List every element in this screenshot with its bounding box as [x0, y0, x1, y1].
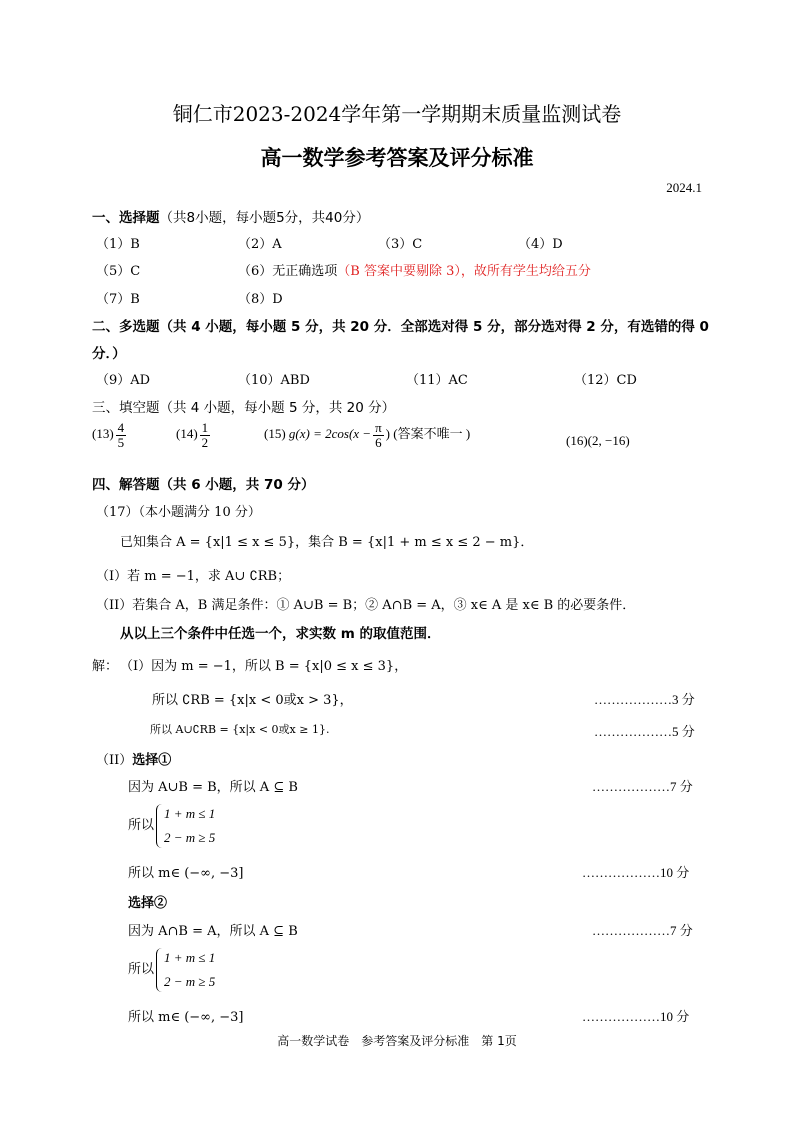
- choice2-result: 所以 m∈ (−∞, −3]: [128, 1010, 244, 1025]
- solution-line2: 所以 ∁RB = {x|x < 0或x > 3}，: [152, 693, 353, 708]
- solution-prefix: 解：: [92, 659, 119, 674]
- section3-heading: 三、填空题（共 4 小题，每小题 5 分，共 20 分）: [92, 400, 396, 416]
- answer-q14: [176, 421, 212, 449]
- answer-q9: （9）AD: [96, 373, 151, 388]
- choice1-line1: 因为 A∪B = B，所以 A ⊆ B: [128, 780, 298, 795]
- section2-heading-line1: 二、多选题（共 4 小题，每小题 5 分，共 20 分．全部选对得 5 分，部分选对得 2 分，有选错的得 0: [92, 319, 709, 335]
- answer-q16: [566, 433, 630, 449]
- score-3: ………………3 分: [594, 692, 695, 707]
- choice1-result: 所以 m∈ (−∞, −3]: [128, 866, 244, 881]
- answer-q6-text: （6）无正确选项: [238, 264, 338, 279]
- section1-title: 一、选择题: [92, 210, 160, 226]
- answer-q12: （12）CD: [574, 373, 637, 388]
- q15-label: (15): [264, 426, 286, 442]
- q17-part2: （II）若集合 A，B 满足条件：① A∪B = B；② A∩B = A，③ x∈ A 是 x∈ B 的必要条件．: [96, 598, 636, 613]
- answer-q1: （1）B: [96, 237, 140, 252]
- score-5: ………………5 分: [594, 724, 695, 739]
- q17-given: 已知集合 A = {x|1 ≤ x ≤ 5}，集合 B = {x|1 + m ≤ x ≤ 2 − m}．: [120, 535, 534, 550]
- choice2-suoyi: 所以: [128, 960, 155, 976]
- answer-key-title: 高一数学参考答案及评分标准: [260, 146, 534, 170]
- q14-denominator: 2: [201, 434, 209, 450]
- answer-q13: [92, 421, 128, 449]
- answer-q10: （10）ABD: [238, 373, 310, 388]
- exam-title: 铜仁市2023-2024学年第一学期期末质量监测试卷: [172, 102, 622, 126]
- answer-q6: [238, 260, 591, 279]
- section4-heading: 四、解答题（共 6 小题，共 70 分）: [92, 477, 315, 493]
- choice2-system: [128, 946, 215, 994]
- answer-q8: （8）D: [238, 292, 283, 307]
- answer-q2: （2）A: [238, 237, 282, 252]
- answer-q11: （11）AC: [406, 373, 468, 388]
- part2-label: （II）: [96, 753, 133, 768]
- answer-q6-note: （B 答案中要剔除 3），故所有学生均给五分: [337, 264, 591, 279]
- answer-q7: （7）B: [96, 292, 140, 307]
- answer-q3: （3）C: [378, 237, 423, 252]
- q17-part1: （I）若 m = −1，求 A∪ ∁RB；: [96, 569, 291, 584]
- q15-denominator: 6: [375, 434, 382, 450]
- choice2-ineq1: 1 + m ≤ 1: [164, 950, 216, 965]
- q17-choose-instruction: 从以上三个条件中任选一个，求实数 m 的取值范围．: [120, 626, 441, 642]
- q15-expression: g(x) = 2cos(x −: [288, 426, 372, 442]
- score-10-choice2: ………………10 分: [582, 1009, 690, 1024]
- section1-note: （共8小题，每小题5分，共40分）: [159, 210, 370, 226]
- q15-numerator: π: [375, 420, 382, 435]
- score-7-choice1: ………………7 分: [592, 779, 693, 794]
- choice1-ineq1: 1 + m ≤ 1: [164, 806, 216, 821]
- score-10-choice1: ………………10 分: [582, 865, 690, 880]
- q15-fraction: [373, 421, 384, 449]
- q13-numerator: 4: [117, 420, 125, 435]
- q13-denominator: 5: [117, 434, 125, 450]
- answer-q15: [264, 421, 470, 449]
- page-footer: 高一数学试卷 参考答案及评分标准 第 1页: [277, 1034, 517, 1048]
- q17-header: （17）（本小题满分 10 分）: [96, 505, 261, 520]
- answer-q5: （5）C: [96, 264, 141, 279]
- q13-fraction: [116, 421, 127, 449]
- q16-expression: (2, −16): [587, 433, 630, 448]
- q14-numerator: 1: [201, 420, 209, 435]
- choice2-heading: 选择②: [128, 896, 168, 911]
- choice1-system: [128, 802, 215, 850]
- q16-label: (16): [566, 433, 588, 448]
- part2-label-line: [96, 749, 171, 768]
- solution-line1: （I）因为 m = −1，所以 B = {x|0 ≤ x ≤ 3}，: [120, 659, 408, 674]
- choice1-heading: 选择①: [132, 753, 172, 768]
- choice1-brace: [154, 802, 215, 850]
- q13-label: (13): [92, 426, 114, 442]
- solution-line3: 所以 A∪∁RB = {x|x < 0或x ≥ 1}.: [150, 723, 330, 736]
- choice1-ineq2: 2 − m ≥ 5: [164, 830, 216, 845]
- exam-date: 2024.1: [666, 180, 702, 195]
- answer-q4: （4）D: [518, 237, 563, 252]
- q15-tail: ) (答案不唯一 ): [385, 426, 471, 442]
- choice2-line1: 因为 A∩B = A，所以 A ⊆ B: [128, 924, 298, 939]
- q14-label: (14): [176, 426, 198, 442]
- choice2-brace: [154, 946, 215, 994]
- choice1-suoyi: 所以: [128, 816, 155, 832]
- section2-heading-line2: 分．）: [92, 346, 126, 362]
- choice2-ineq2: 2 − m ≥ 5: [164, 974, 216, 989]
- q14-fraction: [200, 421, 211, 449]
- score-7-choice2: ………………7 分: [592, 923, 693, 938]
- section1-heading: [92, 206, 369, 226]
